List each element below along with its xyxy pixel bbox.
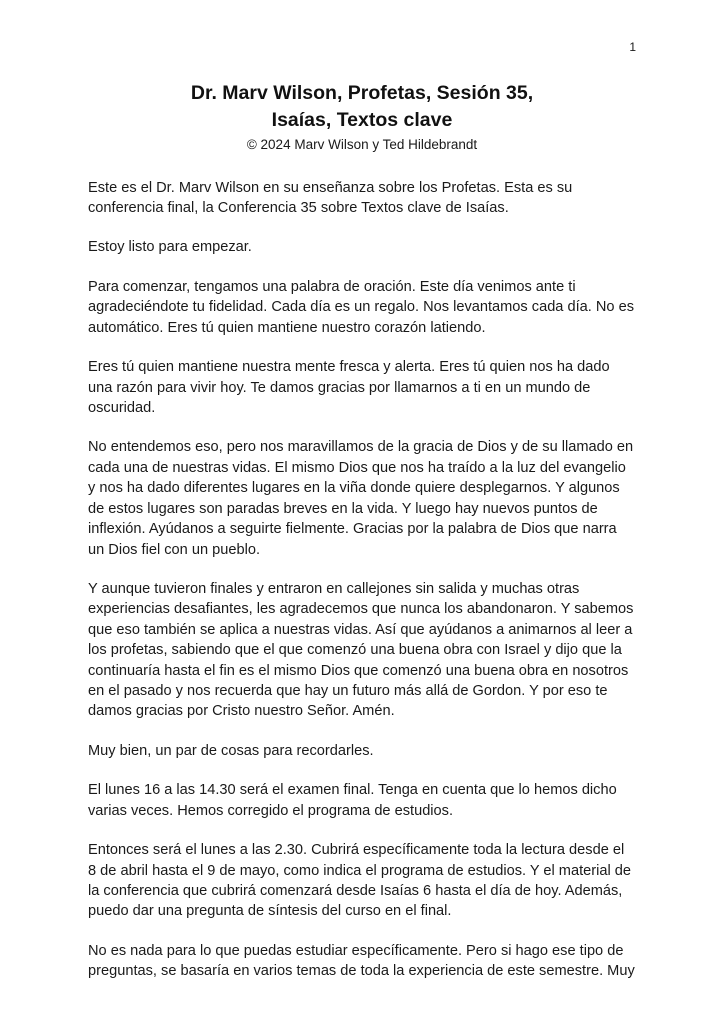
- copyright-line: © 2024 Marv Wilson y Ted Hildebrandt: [246, 136, 478, 152]
- document-title: [88, 80, 636, 135]
- paragraph: Entonces será el lunes a las 2.30. Cubrirá específicamente toda la lectura desde el 8 de abril hasta el 9 de mayo, como indica el programa de estudios. Y el material de la conferencia que cubrirá comenzará desde Isaías 6 hasta el día de hoy. Además, puedo dar una pregunta de síntesis del curso en el final.: [88, 842, 631, 920]
- paragraph: No entendemos eso, pero nos maravillamos de la gracia de Dios y de su llamado en cada una de nuestras vidas. El mismo Dios que nos ha traído a la luz del evangelio y nos ha dado diferentes lugares en la viña donde quiere desplegarnos. Y algunos de estos lugares son paradas breves en la vida. Y luego hay nuevos puntos de inflexión. Ayúdanos a seguirte fielmente. Gracias por la palabra de Dios que narra un Dios fiel con un pueblo.: [88, 439, 634, 558]
- document-body: [88, 178, 636, 982]
- title-line-1: Dr. Marv Wilson, Profetas, Sesión 35,: [190, 82, 534, 104]
- paragraph: El lunes 16 a las 14.30 será el examen final. Tenga en cuenta que lo hemos dicho varias veces. Hemos corregido el programa de estudios.: [88, 782, 617, 819]
- page-number: 1: [629, 40, 636, 54]
- paragraph: Para comenzar, tengamos una palabra de oración. Este día venimos ante ti agradeciéndote tu fidelidad. Cada día es un regalo. Nos levantamos cada día. No es automático. Eres tú quien mantiene nuestro corazón latiendo.: [88, 278, 634, 336]
- paragraph: Muy bien, un par de cosas para recordarles.: [88, 742, 374, 759]
- paragraph: Eres tú quien mantiene nuestra mente fresca y alerta. Eres tú quien nos ha dado una razón para vivir hoy. Te damos gracias por llamarnos a ti en un mundo de oscuridad.: [88, 359, 610, 416]
- paragraph: Estoy listo para empezar.: [88, 239, 252, 256]
- paragraph: Y aunque tuvieron finales y entraron en callejones sin salida y muchas otras experiencias desafiantes, les agradecemos que nunca los abandonaron. Y sabemos que eso también se aplica a nuestras vidas. Así que ayúdanos a animarnos al leer a los profetas, sabiendo que el que comenzó una buena obra con Israel y dijo que la continuaría hasta el fin es el mismo Dios que comenzó una buena obra en nosotros en el pasado y nos recuerda que hay un futuro más allá de Gordon. Y por eso te damos gracias por Cristo nuestro Señor. Amén.: [88, 580, 634, 720]
- title-line-2: Isaías, Textos clave: [271, 109, 453, 132]
- paragraph: No es nada para lo que puedas estudiar específicamente. Pero si hago ese tipo de preguntas, se basaría en varios temas de toda la experiencia de este semestre. Muy: [88, 942, 635, 980]
- paragraph: Este es el Dr. Marv Wilson en su enseñanza sobre los Profetas. Esta es su conferencia final, la Conferencia 35 sobre Textos clave de Isaías.: [88, 179, 573, 217]
